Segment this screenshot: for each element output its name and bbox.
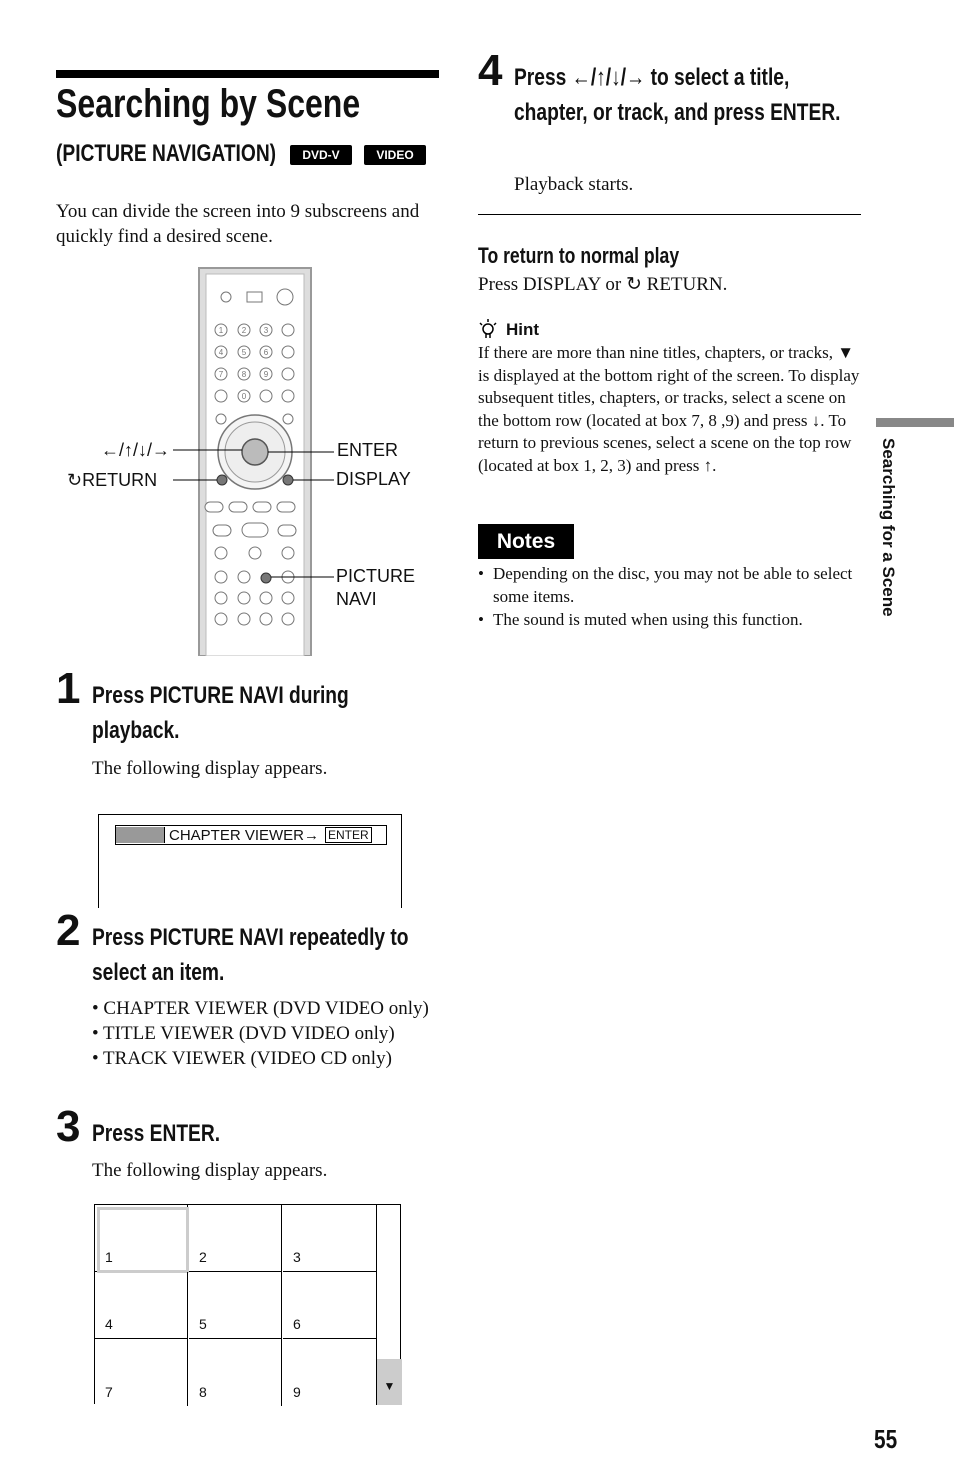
bullet-icon: • (478, 564, 484, 583)
remote-top-button (221, 292, 231, 302)
step-1-body: The following display appears. (92, 758, 328, 779)
chapter-viewer-display (98, 814, 402, 908)
notes-badge: Notes (478, 524, 574, 559)
remote-key (283, 414, 293, 424)
list-item: • CHAPTER VIEWER (DVD VIDEO only) (92, 998, 429, 1019)
list-item (478, 609, 860, 632)
cell-number: 7 (105, 1384, 113, 1400)
number-key (260, 390, 272, 402)
remote-key (215, 613, 227, 625)
remote-key (282, 592, 294, 604)
number-key-label: 5 (241, 348, 247, 357)
step-1-number: 1 (56, 664, 81, 713)
chapter-viewer-bar (115, 825, 387, 845)
picture-navi-label-2: NAVI (336, 589, 377, 609)
number-key-label: 8 (241, 370, 247, 379)
cell-number: 1 (105, 1249, 113, 1265)
video-cd-badge: VIDEO CD (364, 145, 426, 165)
remote-key (249, 547, 261, 559)
scene-cell (189, 1272, 282, 1339)
hint-header (478, 319, 539, 341)
side-key (282, 368, 294, 380)
remote-key (205, 502, 223, 512)
remote-key (277, 502, 295, 512)
note-text: Depending on the disc, you may not be able to select some items. (493, 564, 853, 606)
side-tab-label: Searching for a Scene (879, 438, 898, 617)
section-divider (478, 214, 861, 215)
picture-navi-button (261, 573, 271, 583)
arrow-right-icon: → (304, 826, 320, 844)
remote-key (282, 613, 294, 625)
cell-number: 4 (105, 1316, 113, 1332)
number-key (282, 390, 294, 402)
return-button (217, 475, 227, 485)
return-section-title: To return to normal play (478, 243, 680, 268)
notes-list (478, 563, 860, 632)
enter-label: ENTER (337, 440, 399, 460)
enter-button (242, 439, 268, 465)
step-3-heading: Press ENTER. (92, 1120, 221, 1147)
remote-key (215, 571, 227, 583)
remote-key (213, 525, 231, 536)
remote-key (260, 592, 272, 604)
display-button (283, 475, 293, 485)
title-rule (56, 70, 439, 78)
chapter-viewer-icon (116, 827, 165, 843)
step-4-body: Playback starts. (514, 174, 634, 195)
remote-key (229, 502, 247, 512)
step-2-number: 2 (56, 906, 81, 955)
remote-key (238, 613, 250, 625)
remote-top-button (247, 292, 262, 302)
side-key (282, 324, 294, 336)
remote-key (242, 523, 268, 537)
number-key-label: 7 (218, 370, 224, 379)
scene-cell (283, 1205, 376, 1272)
lightbulb-icon (478, 319, 498, 341)
remote-key (278, 525, 296, 536)
remote-key (215, 592, 227, 604)
scroll-down-icon: ▼ (377, 1359, 402, 1405)
number-key-label: 3 (263, 326, 269, 335)
number-key-label: 9 (263, 370, 269, 379)
cell-number: 5 (199, 1316, 207, 1332)
number-key-label: 0 (241, 392, 247, 401)
remote-illustration (56, 266, 439, 656)
scene-cell (95, 1339, 188, 1406)
scene-cell (283, 1339, 376, 1406)
number-key-label: 6 (263, 348, 269, 357)
step-1-heading: Press PICTURE NAVI during playback. (92, 682, 349, 744)
remote-control-drawing (56, 266, 439, 656)
page-title: Searching by Scene (56, 82, 361, 126)
number-key-label: 2 (241, 326, 247, 335)
list-item: • TRACK VIEWER (VIDEO CD only) (92, 1048, 392, 1069)
number-key-label: 4 (218, 348, 224, 357)
number-key (215, 390, 227, 402)
hint-title: Hint (506, 320, 540, 339)
scene-cell (95, 1272, 188, 1339)
step-3-number: 3 (56, 1102, 81, 1151)
bullet-icon: • (478, 610, 484, 629)
page-number: 55 (874, 1424, 898, 1454)
side-tab-bar (876, 418, 954, 427)
list-item: • TITLE VIEWER (DVD VIDEO only) (92, 1023, 395, 1044)
return-label: ↻RETURN (67, 470, 158, 490)
step-4-number: 4 (478, 46, 503, 95)
remote-key (238, 592, 250, 604)
arrows-label: ←/↑/↓/→ (101, 440, 171, 460)
number-key-label: 1 (218, 326, 224, 335)
list-item (478, 563, 860, 608)
cell-number: 3 (293, 1249, 301, 1265)
remote-key (282, 547, 294, 559)
scene-cell (189, 1205, 282, 1272)
step-4-heading: Press ←/↑/↓/→ to select a title, chapter, or track, and press ENTER. (514, 64, 841, 126)
intro-text: You can divide the screen into 9 subscreens and quickly find a desired scene. (56, 201, 420, 247)
step-3-body: The following display appears. (92, 1160, 328, 1181)
page-subtitle: (PICTURE NAVIGATION) (56, 140, 277, 167)
step-2-heading: Press PICTURE NAVI repeatedly to select an item. (92, 924, 409, 986)
return-section-body: Press DISPLAY or ↻ RETURN. (478, 274, 728, 295)
side-key (282, 346, 294, 358)
display-label: DISPLAY (336, 469, 411, 489)
dvd-v-badge: DVD-V (290, 145, 352, 165)
cell-number: 8 (199, 1384, 207, 1400)
cell-number: 6 (293, 1316, 301, 1332)
remote-power-button (277, 289, 293, 305)
remote-key (216, 414, 226, 424)
scene-cell (189, 1339, 282, 1406)
scene-cell (283, 1272, 376, 1339)
remote-key (238, 571, 250, 583)
note-text: The sound is muted when using this function. (493, 610, 803, 629)
hint-body: If there are more than nine titles, chapters, or tracks, ▼ is displayed at the bottom right of the screen. To display subsequent titles, chapters, or tracks, select a scene on the bottom row (located at box 7, 8 ,9) and press ↓. To return to previous scenes, select a scene on the top row (located at box 1, 2, 3) and press ↑. (478, 343, 860, 475)
step-2-list (92, 996, 442, 1071)
scene-grid (94, 1204, 401, 1404)
enter-key-label: ENTER (325, 827, 372, 843)
cell-number: 2 (199, 1249, 207, 1265)
cell-number: 9 (293, 1384, 301, 1400)
side-tab (876, 438, 904, 618)
chapter-viewer-text: CHAPTER VIEWER (169, 826, 305, 844)
remote-key (215, 547, 227, 559)
picture-navi-label-1: PICTURE (336, 566, 416, 586)
remote-key (260, 613, 272, 625)
remote-key (253, 502, 271, 512)
scene-cell (95, 1205, 188, 1272)
grid-scrollbar (376, 1205, 402, 1405)
